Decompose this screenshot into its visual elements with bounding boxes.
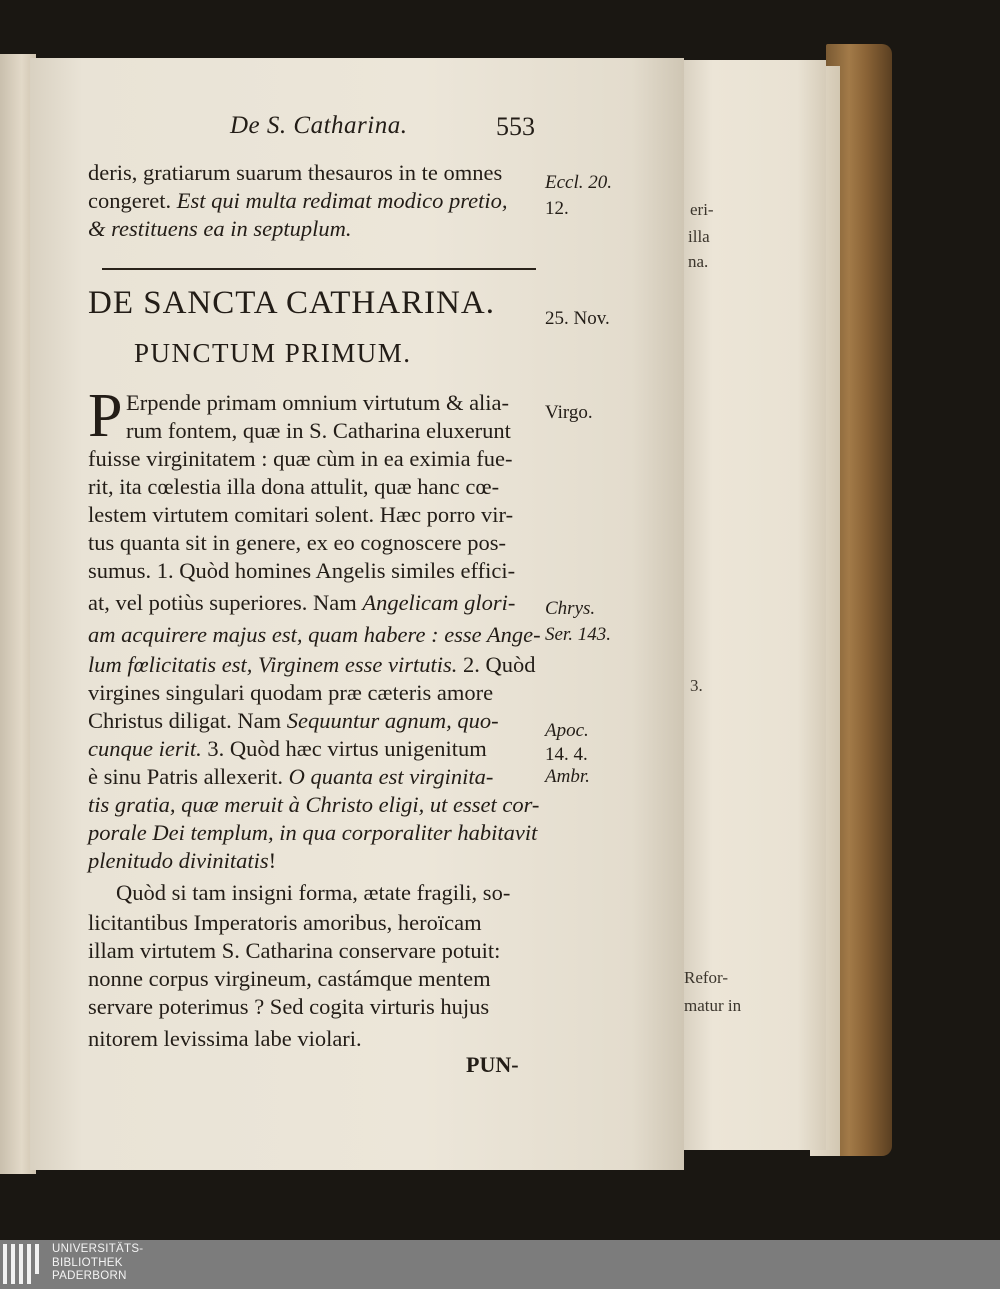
next-page-fragment: matur in (684, 996, 742, 1015)
text-line: rum fontem, quæ in S. Catharina eluxerunt (126, 418, 511, 443)
marginal-note: Ambr. (545, 766, 590, 787)
text-line: lestem virtutem comitari solent. Hæc porro vir- (88, 502, 514, 527)
quote-segment: lum fœlicitatis est, Virginem esse virtutis. (88, 652, 458, 677)
library-name-line: UNIVERSITÄTS- (52, 1243, 144, 1255)
text-line: licitantibus Imperatoris amoribus, heroïcam (88, 910, 482, 935)
marginal-note: Ser. 143. (545, 624, 611, 645)
footer-bar (0, 1240, 1000, 1289)
text-segment: congeret. (88, 188, 172, 213)
next-page (684, 60, 826, 1150)
marginal-note: Apoc. (545, 720, 589, 741)
quote-segment: O quanta est virginita- (288, 764, 494, 789)
text-line: nitorem levissima labe violari. (88, 1026, 362, 1051)
quote-line: porale Dei templum, in qua corporaliter habitavit (88, 820, 538, 845)
text-line: illam virtutem S. Catharina conservare potuit: (88, 938, 501, 963)
text-line: rit, ita cœlestia illa dona attulit, quæ hanc cœ- (88, 474, 500, 499)
text-line (88, 650, 535, 680)
text-line (88, 846, 276, 876)
marginal-note: Chrys. (545, 598, 596, 619)
library-logo-icon (3, 1244, 43, 1284)
drop-cap: P (88, 382, 123, 450)
next-page-fragment: Refor- (684, 968, 729, 987)
text-line (88, 588, 515, 618)
text-segment: 3. Quòd hæc virtus unigenitum (207, 736, 487, 761)
section-subtitle: PUNCTUM PRIMUM. (134, 338, 412, 368)
next-page-fragment: illa (688, 227, 710, 246)
section-divider (102, 268, 536, 270)
quote-line: am acquirere majus est, quam habere : esse Ange- (88, 622, 541, 647)
text-line (88, 706, 499, 736)
quote-segment: Est qui multa redimat modico pretio, (176, 188, 508, 213)
quote-line: & restituens ea in septuplum. (88, 216, 352, 241)
book-page (30, 58, 684, 1170)
text-line: fuisse virginitatem : quæ cùm in ea eximia fue- (88, 446, 513, 471)
section-title: DE SANCTA CATHARINA. (88, 285, 495, 321)
next-page-fragment: eri- (690, 200, 714, 219)
next-page-fragment: 3. (690, 676, 703, 695)
text-line (88, 762, 493, 792)
text-line: tus quanta sit in genere, ex eo cognoscere pos- (88, 530, 506, 555)
library-name-line: PADERBORN (52, 1270, 127, 1282)
marginal-note: Virgo. (545, 402, 593, 423)
running-head: De S. Catharina. (230, 112, 408, 139)
text-line: virgines singulari quodam præ cæteris amore (88, 680, 494, 705)
text-segment: è sinu Patris allexerit. (88, 764, 283, 789)
marginal-note: 14. 4. (545, 744, 588, 765)
text-segment: at, vel potiùs superiores. Nam (88, 590, 357, 615)
page-number: 553 (496, 112, 535, 141)
marginal-note: Eccl. 20. (545, 172, 613, 193)
quote-segment: Angelicam glori- (362, 590, 516, 615)
quote-segment: Sequuntur agnum, quo- (286, 708, 499, 733)
text-segment: 2. Quòd (462, 652, 536, 677)
marginal-note: 12. (545, 198, 569, 219)
text-segment: ! (268, 848, 277, 873)
marginal-note: 25. Nov. (545, 308, 610, 329)
text-line: Erpende primam omnium virtutum & alia- (126, 390, 510, 415)
text-line (88, 186, 508, 216)
catchword: PUN- (466, 1052, 519, 1077)
text-line: deris, gratiarum suarum thesauros in te omnes (88, 160, 503, 185)
next-page-fragment: na. (688, 252, 709, 271)
text-line (88, 734, 487, 764)
library-name (52, 1243, 143, 1284)
text-segment: Christus diligat. Nam (88, 708, 282, 733)
text-line: sumus. 1. Quòd homines Angelis similes effici- (88, 558, 516, 583)
text-line: nonne corpus virgineum, castámque mentem (88, 966, 491, 991)
quote-segment: plenitudo divinitatis (88, 848, 269, 873)
text-line: Quòd si tam insigni forma, ætate fragili, so- (116, 880, 511, 905)
quote-line: tis gratia, quæ meruit à Christo eligi, ut esset cor- (88, 792, 540, 817)
text-line: servare poterimus ? Sed cogita virturis hujus (88, 994, 490, 1019)
library-name-line: BIBLIOTHEK (52, 1256, 123, 1269)
quote-segment: cunque ierit. (88, 736, 202, 761)
